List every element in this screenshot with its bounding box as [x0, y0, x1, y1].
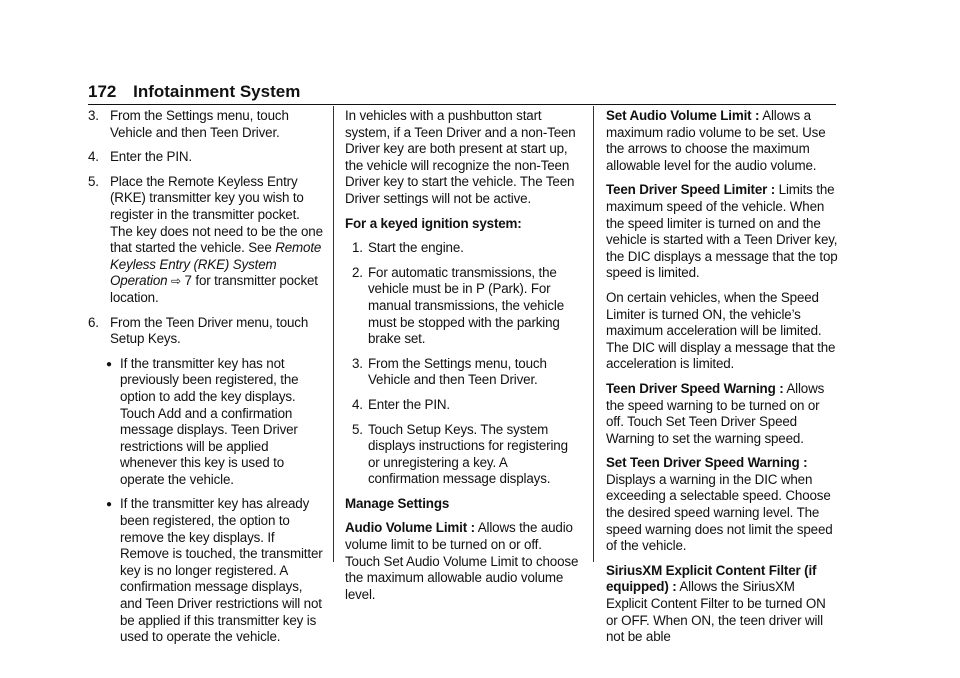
audio-volume-limit-entry: Audio Volume Limit : Allows the audio volume limit to be turned on or off. Touch Set Audio Volume Limit to choose the maximum allowable audio volume level.	[345, 520, 579, 602]
bullet-item: ● If the transmitter key has already been registered, the option to remove the key displays. If Remove is touched, the transmitter key is no longer registered. A confirmation message displays, and Teen Driver restrictions will not be applied if this transmitter key is used to operate the vehicle.	[106, 496, 323, 645]
bullet-icon: ●	[106, 499, 112, 511]
step-5: 5. Place the Remote Keyless Entry (RKE) transmitter key you wish to register in the transmitter pocket. The key does not need to be the one that started the vehicle. See Remote Keyless Entry (RKE) System Operation ⇨ 7 for transmitter pocket location.	[88, 173, 323, 305]
column-middle	[345, 108, 580, 611]
keyed-step-4: 4. Enter the PIN.	[352, 396, 451, 412]
column-right	[606, 108, 838, 654]
page-reference-arrow-icon: ⇨	[171, 274, 181, 289]
column-divider	[593, 106, 594, 562]
header-rule	[88, 104, 836, 105]
column-left	[88, 108, 323, 654]
keyed-step-3: 3. From the Settings menu, touch Vehicle and then Teen Driver.	[352, 355, 547, 388]
page-number: 172	[88, 82, 117, 101]
pushbutton-paragraph: In vehicles with a pushbutton start system, if a Teen Driver and a non-Teen Driver key are both present at start up, the vehicle will recognize the non-Teen Driver key to start the vehicle. The Teen Driver settings will not be active.	[345, 108, 576, 206]
page-reference[interactable]: 7	[184, 273, 192, 289]
explicit-content-filter-entry: SiriusXM Explicit Content Filter (if equipped) : Allows the SiriusXM Explicit Content Filter to be turned ON or OFF. When ON, the teen driver will not be able	[606, 562, 826, 645]
page-header	[88, 82, 300, 102]
step-3: 3. From the Settings menu, touch Vehicle and then Teen Driver.	[88, 108, 289, 140]
set-speed-warning-entry: Set Teen Driver Speed Warning : Displays a warning in the DIC when exceeding a selectable speed. Choose the desired speed warning level. The speed warning does not limit the speed of the vehicle.	[606, 455, 833, 554]
keyed-step-5: 5. Touch Setup Keys. The system displays instructions for registering or unregistering a key. A confirmation message displays.	[352, 421, 568, 487]
manage-settings-heading: Manage Settings	[345, 495, 450, 511]
column-divider	[333, 106, 334, 562]
set-audio-volume-limit-entry: Set Audio Volume Limit : Allows a maximum radio volume to be set. Use the arrows to choose the maximum allowable level for the audio volume.	[606, 108, 826, 173]
bullet-icon: ●	[106, 358, 112, 370]
speed-limiter-entry: Teen Driver Speed Limiter : Limits the maximum speed of the vehicle. When the speed limiter is turned on and the vehicle is started with a Teen Driver key, the DIC displays a message that the top speed is limited.	[606, 182, 838, 281]
section-title: Infotainment System	[133, 82, 301, 101]
keyed-step-2: 2. For automatic transmissions, the vehicle must be in P (Park). For manual transmissions, the vehicle must be stopped with the parking brake set.	[352, 264, 565, 347]
bullet-item: ● If the transmitter key has not previously been registered, the option to add the key displays. Touch Add and a confirmation message displays. Teen Driver restrictions will be applied whenever this key is used to operate the vehicle.	[106, 355, 299, 487]
keyed-step-1: 1. Start the engine.	[352, 240, 464, 256]
step-4: 4. Enter the PIN.	[88, 149, 193, 165]
speed-warning-entry: Teen Driver Speed Warning : Allows the speed warning to be turned on or off. Touch Set Teen Driver Speed Warning to set the warning speed.	[606, 380, 825, 446]
keyed-heading: For a keyed ignition system:	[345, 215, 522, 231]
cross-reference-link[interactable]: Remote Keyless Entry (RKE) System Operation	[110, 240, 322, 289]
step-6: 6. From the Teen Driver menu, touch Setup Keys.	[88, 314, 309, 347]
acceleration-paragraph: On certain vehicles, when the Speed Limiter is turned ON, the vehicle’s maximum acceleration will be limited. The DIC will display a message that the acceleration is limited.	[606, 289, 836, 372]
